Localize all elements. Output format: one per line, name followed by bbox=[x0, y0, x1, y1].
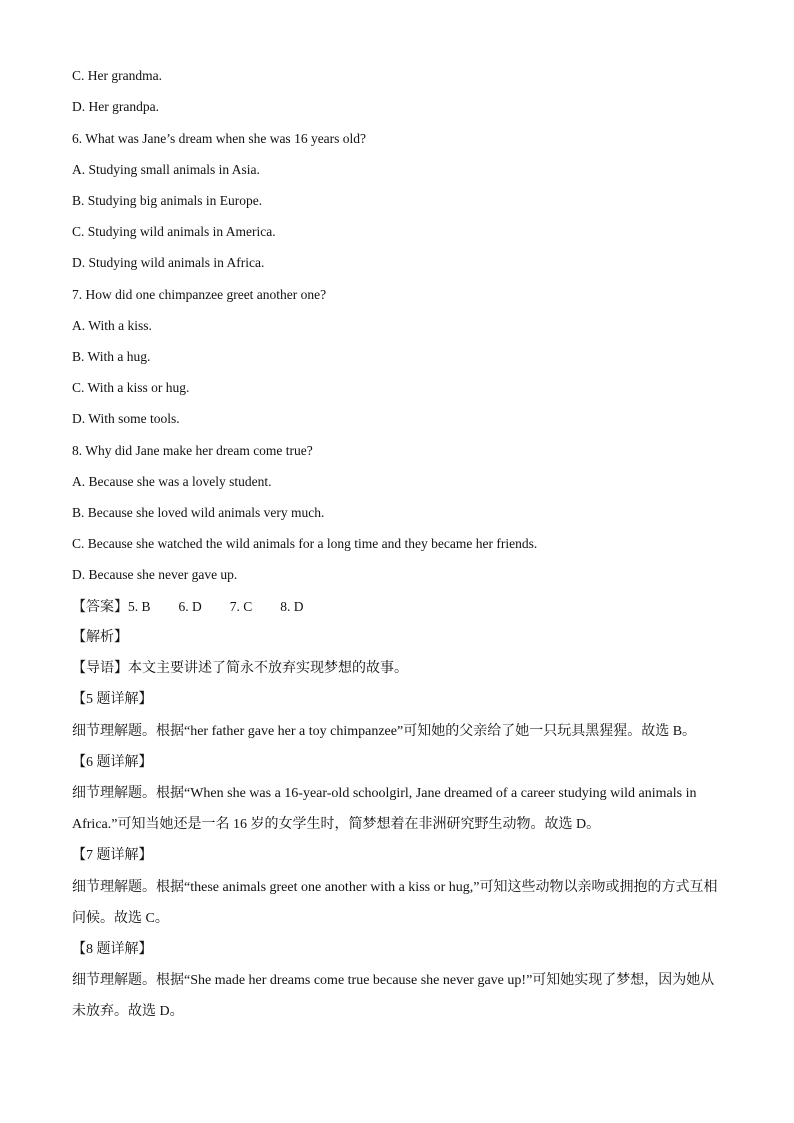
q7-detail-text: 问候。故选 C。 bbox=[72, 911, 169, 926]
answer-label: 【答案】 bbox=[72, 600, 128, 615]
answer-item: 6. D bbox=[178, 599, 202, 614]
q5-detail-heading: 【5 题详解】 bbox=[72, 692, 153, 707]
answer-item: 5. B bbox=[128, 599, 151, 614]
answer-item: 7. C bbox=[229, 599, 253, 614]
q8-option-d: D. Because she never gave up. bbox=[72, 567, 238, 582]
q8-detail-text: 未放弃。故选 D。 bbox=[72, 1004, 184, 1019]
q8-option-b: B. Because she loved wild animals very much. bbox=[72, 505, 325, 520]
q6-option-d: D. Studying wild animals in Africa. bbox=[72, 255, 265, 270]
q8-detail-heading: 【8 题详解】 bbox=[72, 942, 153, 957]
q6-stem: 6. What was Jane’s dream when she was 16 years old? bbox=[72, 131, 367, 146]
q7-detail-text: 细节理解题。根据“these animals greet one another with a kiss or hug,”可知这些动物以亲吻或拥抱的方式互相 bbox=[72, 880, 718, 895]
analysis-guide: 【导语】本文主要讲述了简永不放弃实现梦想的故事。 bbox=[72, 661, 408, 676]
q6-detail-text: Africa.”可知当她还是一名 16 岁的女学生时，简梦想着在非洲研究野生动物。故选 D。 bbox=[72, 817, 601, 832]
q5-detail-text: 细节理解题。根据“her father gave her a toy chimpanzee”可知她的父亲给了她一只玩具黑猩猩。故选 B。 bbox=[72, 724, 697, 739]
q7-option-c: C. With a kiss or hug. bbox=[72, 380, 190, 395]
answer-item: 8. D bbox=[280, 599, 304, 614]
q7-option-a: A. With a kiss. bbox=[72, 318, 152, 333]
answer-line bbox=[72, 597, 734, 618]
q5-option-c: C. Her grandma. bbox=[72, 68, 162, 83]
q6-option-a: A. Studying small animals in Asia. bbox=[72, 162, 260, 177]
q7-stem: 7. How did one chimpanzee greet another one? bbox=[72, 287, 327, 302]
q8-option-a: A. Because she was a lovely student. bbox=[72, 474, 272, 489]
analysis-label: 【解析】 bbox=[72, 630, 128, 645]
q6-detail-text: 细节理解题。根据“When she was a 16-year-old schoolgirl, Jane dreamed of a career studying wild animals in bbox=[72, 786, 697, 801]
q7-option-b: B. With a hug. bbox=[72, 349, 151, 364]
q6-option-b: B. Studying big animals in Europe. bbox=[72, 193, 263, 208]
q8-option-c: C. Because she watched the wild animals for a long time and they became her friends. bbox=[72, 536, 538, 551]
q8-stem: 8. Why did Jane make her dream come true? bbox=[72, 443, 313, 458]
q6-detail-heading: 【6 题详解】 bbox=[72, 755, 153, 770]
q7-detail-heading: 【7 题详解】 bbox=[72, 848, 153, 863]
q6-option-c: C. Studying wild animals in America. bbox=[72, 224, 276, 239]
q7-option-d: D. With some tools. bbox=[72, 411, 180, 426]
q8-detail-text: 细节理解题。根据“She made her dreams come true because she never gave up!”可知她实现了梦想，因为她从 bbox=[72, 973, 715, 988]
q5-option-d: D. Her grandpa. bbox=[72, 99, 159, 114]
